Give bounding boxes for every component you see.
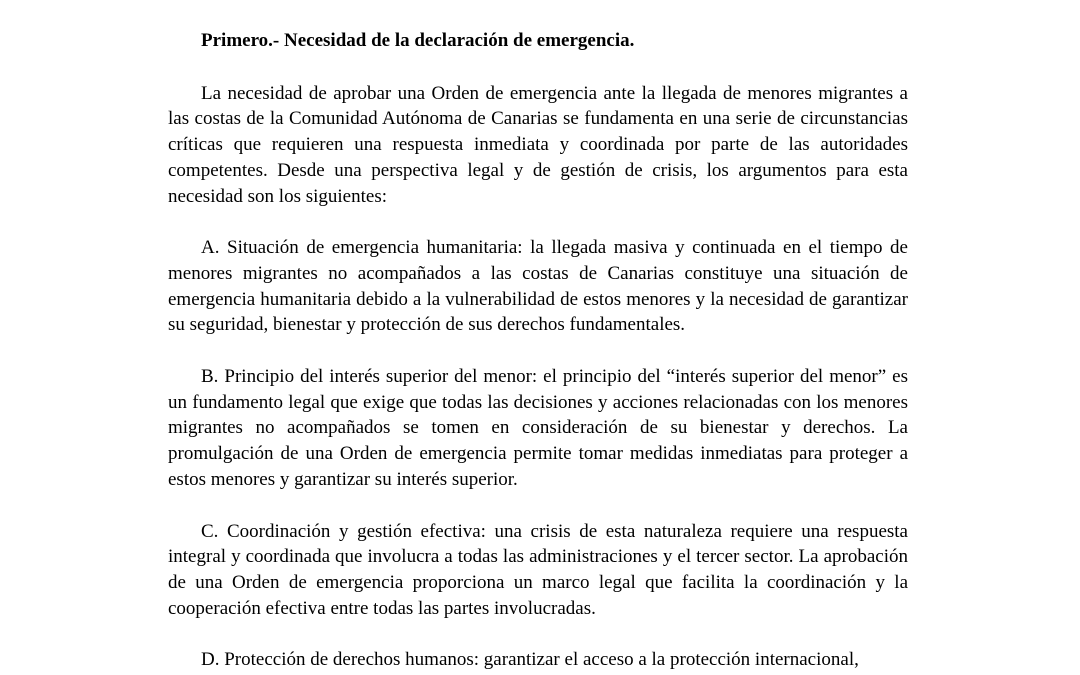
paragraph-d: D. Protección de derechos humanos: garantizar el acceso a la protección internacional,: [201, 649, 859, 671]
document-body: [168, 28, 908, 673]
paragraph-b: B. Principio del interés superior del menor: el principio del “interés superior del menor” es un fundamento legal que exige que todas las decisiones y acciones relacionadas con los menores migrantes no acompañados se tomen en consideración de su bienestar y derechos. La promulgación de una Orden de emergencia permite tomar medidas inmediatas para proteger a estos menores y garantizar su interés superior.: [168, 366, 908, 490]
paragraph-c: C. Coordinación y gestión efectiva: una crisis de esta naturaleza requiere una respuesta integral y coordinada que involucra a todas las administraciones y el tercer sector. La aprobación de una Orden de emergencia proporciona un marco legal que facilita la coordinación y la cooperación efectiva entre todas las partes involucradas.: [168, 520, 908, 619]
paragraph-a: A. Situación de emergencia humanitaria: la llegada masiva y continuada en el tiempo de menores migrantes no acompañados a las costas de Canarias constituye una situación de emergencia humanitaria debido a la vulnerabilidad de estos menores y la necesidad de garantizar su seguridad, bienestar y protección de sus derechos fundamentales.: [168, 237, 908, 336]
intro-paragraph: La necesidad de aprobar una Orden de emergencia ante la llegada de menores migrantes a las costas de la Comunidad Autónoma de Canarias se fundamenta en una serie de circunstancias críticas que requieren una respuesta inmediata y coordinada por parte de las autoridades competentes. Desde una perspectiva legal y de gestión de crisis, los argumentos para esta necesidad son los siguientes:: [168, 82, 908, 207]
section-heading: Primero.- Necesidad de la declaración de emergencia.: [201, 30, 635, 51]
